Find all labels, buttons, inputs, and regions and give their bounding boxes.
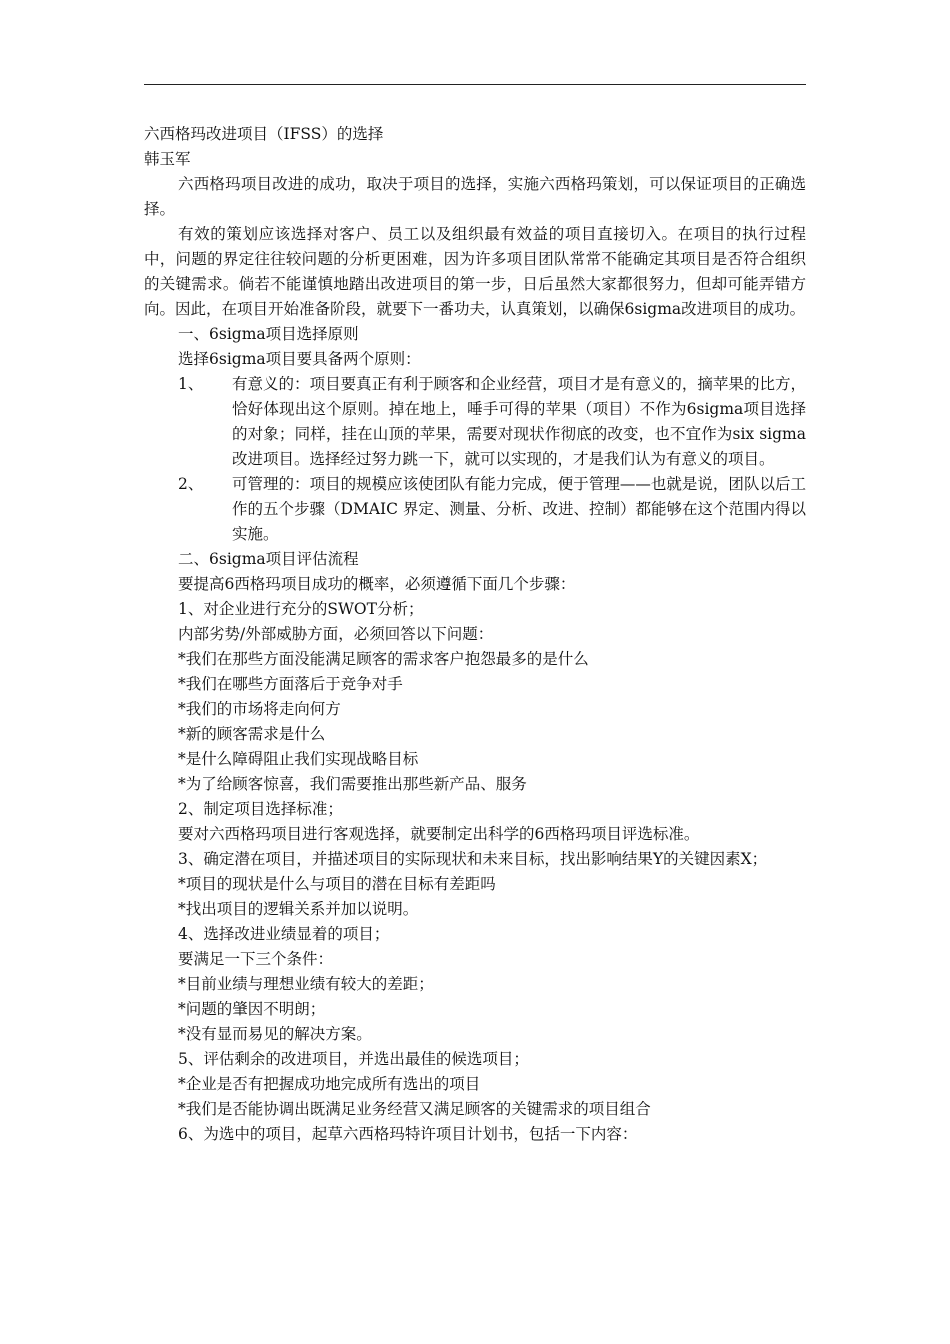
- paragraph-intro: 六西格玛项目改进的成功，取决于项目的选择，实施六西格玛策划，可以保证项目的正确选择。: [144, 175, 806, 218]
- step-heading: 3、确定潜在项目，并描述项目的实际现状和未来目标，找出影响结果Y的关键因素X；: [178, 850, 768, 868]
- step-text: 要对六西格玛项目进行客观选择，就要制定出科学的6西格玛项目评选标准。: [178, 825, 700, 843]
- question-item: *目前业绩与理想业绩有较大的差距；: [178, 975, 434, 993]
- question-item: *项目的现状是什么与项目的潜在目标有差距吗: [178, 875, 496, 893]
- step-heading: 5、评估剩余的改进项目，并选出最佳的候选项目；: [178, 1050, 529, 1068]
- step-heading: 1、对企业进行充分的SWOT分析；: [178, 600, 424, 618]
- principle-text: 有意义的：项目要真正有利于顾客和企业经营，项目才是有意义的，摘苹果的比方，恰好体现出这个原则。掉在地上，唾手可得的苹果（项目）不作为6sigma项目选择的对象；同样，挂在山顶的苹果，需要对现状作彻底的改变，也不宜作为six sigma改进项目。选择经过努力跳一下，就可以实现的，才是我们认为有意义的项目。: [232, 375, 806, 468]
- question-item: *我们在哪些方面落后于竞争对手: [178, 675, 403, 693]
- principle-item: [144, 372, 806, 472]
- section-heading-1: 一、6sigma项目选择原则: [178, 325, 359, 343]
- paragraph-planning: 有效的策划应该选择对客户、员工以及组织最有效益的项目直接切入。在项目的执行过程中，问题的界定往往较问题的分析更困难，因为许多项目团队常常不能确定其项目是否符合组织的关键需求。倘若不能谨慎地踏出改进项目的第一步，日后虽然大家都很努力，但却可能弄错方向。因此，在项目开始准备阶段，就要下一番功夫，认真策划，以确保6sigma改进项目的成功。: [144, 225, 806, 318]
- step-heading: 4、选择改进业绩显着的项目；: [178, 925, 390, 943]
- step-heading: 2、制定项目选择标准；: [178, 800, 343, 818]
- section-1-intro: 选择6sigma项目要具备两个原则：: [178, 350, 421, 368]
- question-item: *没有显而易见的解决方案。: [178, 1025, 372, 1043]
- question-item: *问题的肇因不明朗；: [178, 1000, 326, 1018]
- section-heading-2: 二、6sigma项目评估流程: [178, 550, 359, 568]
- question-item: *企业是否有把握成功地完成所有选出的项目: [178, 1075, 481, 1093]
- question-item: *我们的市场将走向何方: [178, 700, 341, 718]
- question-item: *为了给顾客惊喜，我们需要推出那些新产品、服务: [178, 775, 527, 793]
- principle-number: 1、: [178, 375, 204, 393]
- question-item: *找出项目的逻辑关系并加以说明。: [178, 900, 419, 918]
- doc-author: 韩玉军: [144, 150, 191, 168]
- step-intro: 要满足一下三个条件：: [178, 950, 334, 968]
- document-body: [144, 122, 806, 1147]
- principle-number: 2、: [178, 475, 204, 493]
- header-rule: [144, 84, 806, 85]
- step-intro: 内部劣势/外部威胁方面，必须回答以下问题：: [178, 625, 494, 643]
- question-item: *新的顾客需求是什么: [178, 725, 326, 743]
- question-item: *我们在那些方面没能满足顾客的需求客户抱怨最多的是什么: [178, 650, 589, 668]
- step-heading: 6、为选中的项目，起草六西格玛特许项目计划书，包括一下内容：: [178, 1125, 638, 1143]
- question-item: *是什么障碍阻止我们实现战略目标: [178, 750, 419, 768]
- question-item: *我们是否能协调出既满足业务经营又满足顾客的关键需求的项目组合: [178, 1100, 651, 1118]
- principle-item: [144, 472, 806, 547]
- section-2-intro: 要提高6西格玛项目成功的概率，必须遵循下面几个步骤：: [178, 575, 576, 593]
- doc-title: 六西格玛改进项目（IFSS）的选择: [144, 125, 384, 143]
- principle-text: 可管理的：项目的规模应该使团队有能力完成，便于管理——也就是说，团队以后工作的五个步骤（DMAIC 界定、测量、分析、改进、控制）都能够在这个范围内得以实施。: [232, 475, 806, 543]
